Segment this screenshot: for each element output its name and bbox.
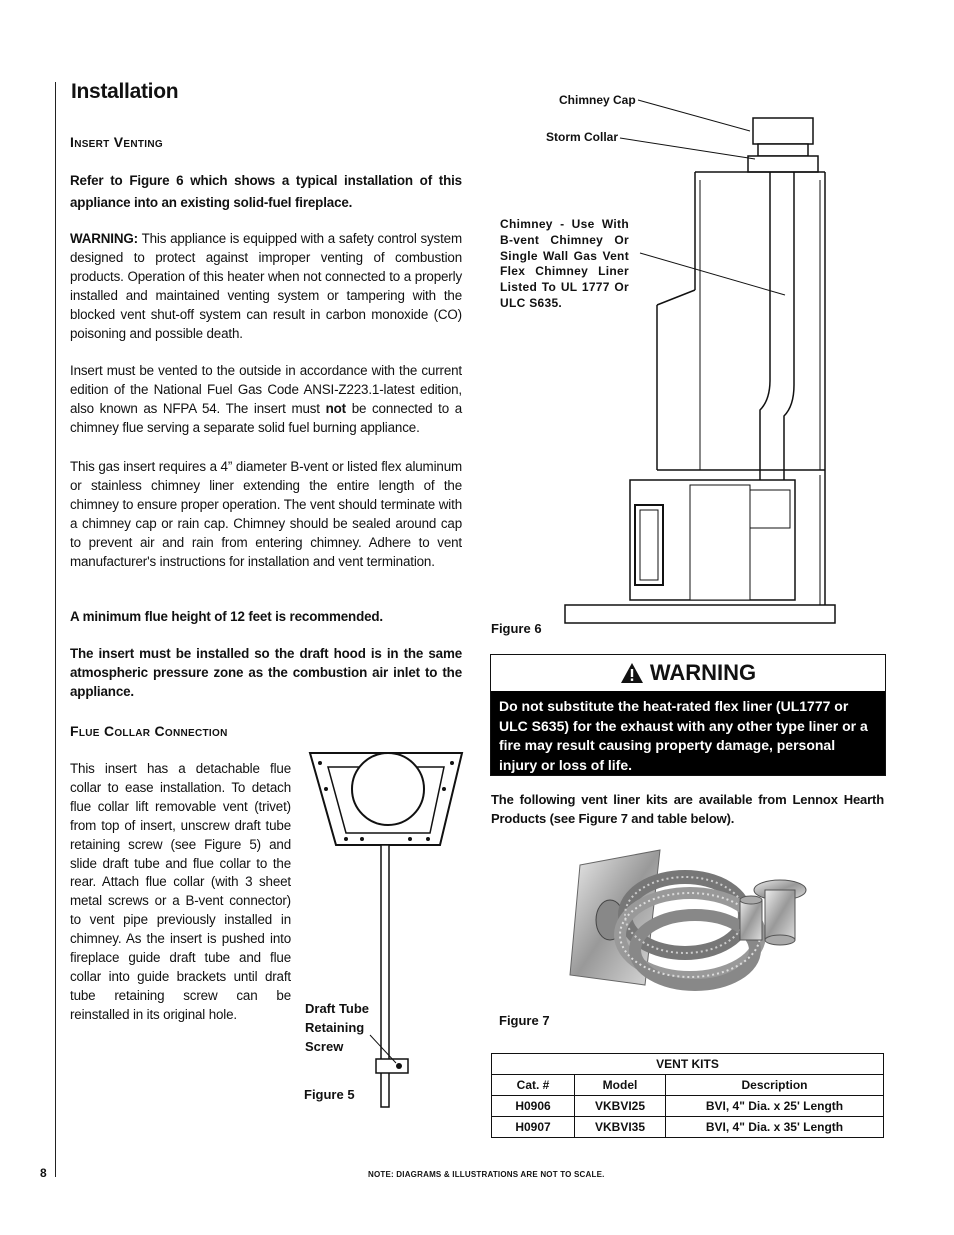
figure-6-caption: Figure 6	[491, 621, 542, 636]
flue-collar-paragraph: This insert has a detachable flue collar to ease installation. To detach flue collar lift removable vent (trivet) from top of insert, unscrew draft tube retaining screw (see Figure 5) and slide draft tube and flue collar to the rear. Attach flue collar (with 3 sheet metal screws or a B-vent connector) to vent pipe previously installed in chimney. As the insert is pushed into fireplace guide draft tube and flue collar into guide brackets until draft tube retaining screw can be reinstalled in its original hole.	[70, 761, 291, 1022]
intro-paragraph: Refer to Figure 6 which shows a typical installation of this appliance into an existing solid-fuel fireplace.	[70, 173, 462, 210]
warning-title: WARNING	[649, 660, 757, 685]
table-cell: H0906	[492, 1096, 575, 1117]
column-header: Model	[575, 1075, 666, 1096]
column-header: Cat. #	[492, 1075, 575, 1096]
figure-5-diagram	[300, 745, 470, 1115]
table-header-row	[492, 1075, 884, 1096]
flue-collar-heading: Flue Collar Connection	[70, 723, 228, 739]
draft-hood-note: The insert must be installed so the draft hood is in the same atmospheric pressure zone as the combustion air inlet to the appliance.	[70, 646, 462, 699]
figure-7-image	[565, 845, 835, 1010]
warning-text: This appliance is equipped with a safety control system designed to protect against improper venting of combustion products. Operation of this heater when not connected to a properly installed and maintained venting system or tampering with the blocked vent shut-off system can result in carbon monoxide (CO) poisoning and possible death.	[70, 231, 462, 341]
warning-header	[491, 655, 885, 691]
storm-collar-label: Storm Collar	[546, 130, 619, 144]
not-emphasis: not	[325, 400, 346, 416]
footer-note: NOTE: DIAGRAMS & ILLUSTRATIONS ARE NOT TO SCALE.	[368, 1170, 605, 1179]
label-line: Draft Tube	[305, 1001, 370, 1016]
warning-label: WARNING:	[70, 231, 138, 246]
table-title-row	[492, 1054, 884, 1075]
figure-5-caption: Figure 5	[304, 1087, 355, 1102]
table-cell: VKBVI35	[575, 1117, 666, 1138]
figure-6-leader-lines	[600, 95, 800, 305]
vent-kits-table	[491, 1053, 884, 1138]
table-cell: H0907	[492, 1117, 575, 1138]
figure-5-label	[305, 999, 369, 1056]
table-title: VENT KITS	[492, 1054, 884, 1075]
min-flue-note: A minimum flue height of 12 feet is recommended.	[70, 609, 383, 624]
ansi-text-end: be connected to a chimney flue serving a separate solid fuel burning appliance.	[70, 400, 463, 435]
figure-7-caption: Figure 7	[499, 1013, 550, 1028]
insert-venting-heading: Insert Venting	[70, 134, 163, 150]
bvent-paragraph: This gas insert requires a 4” diameter B-vent or listed flex aluminum or stainless chimney liner extending the entire length of the chimney to ensure proper operation. The vent should terminate with a chimney cap or rain cap. Chimney should be sealed around cap to prevent air and rain from entering chimney. Adhere to vent manufacturer's instructions for installation and vent termination.	[70, 459, 462, 569]
table-cell: VKBVI25	[575, 1096, 666, 1117]
warning-paragraph	[70, 230, 462, 343]
warning-triangle-icon	[620, 662, 644, 684]
warning-box	[490, 654, 886, 776]
chimney-liner-label: Chimney - Use With B-vent Chimney Or Single Wall Gas Vent Flex Chimney Liner Listed To UL 1777 Or ULC S635.	[500, 217, 629, 310]
column-header: Description	[666, 1075, 884, 1096]
table-row	[492, 1096, 884, 1117]
margin-rule	[55, 82, 56, 1177]
chimney-cap-label: Chimney Cap	[559, 93, 636, 107]
table-cell: BVI, 4" Dia. x 35' Length	[666, 1117, 884, 1138]
table-cell: BVI, 4" Dia. x 25' Length	[666, 1096, 884, 1117]
warning-body: Do not substitute the heat-rated flex liner (UL1777 or ULC S635) for the exhaust with any other type liner or a fire may result causing property damage, personal injury or loss of life.	[491, 691, 885, 775]
page-number: 8	[40, 1166, 47, 1180]
ansi-paragraph	[70, 362, 462, 438]
label-line: Screw	[305, 1039, 344, 1054]
page-title: Installation	[71, 80, 179, 103]
kits-intro: The following vent liner kits are available from Lennox Hearth Products (see Figure 7 and table below).	[491, 792, 884, 826]
ansi-text: Insert must be vented to the outside in accordance with the current edition of the National Fuel Gas Code ANSI-Z223.1-latest edition, also known as NFPA 54. The insert must	[70, 363, 462, 416]
table-row	[492, 1117, 884, 1138]
label-line: Retaining	[305, 1020, 365, 1035]
